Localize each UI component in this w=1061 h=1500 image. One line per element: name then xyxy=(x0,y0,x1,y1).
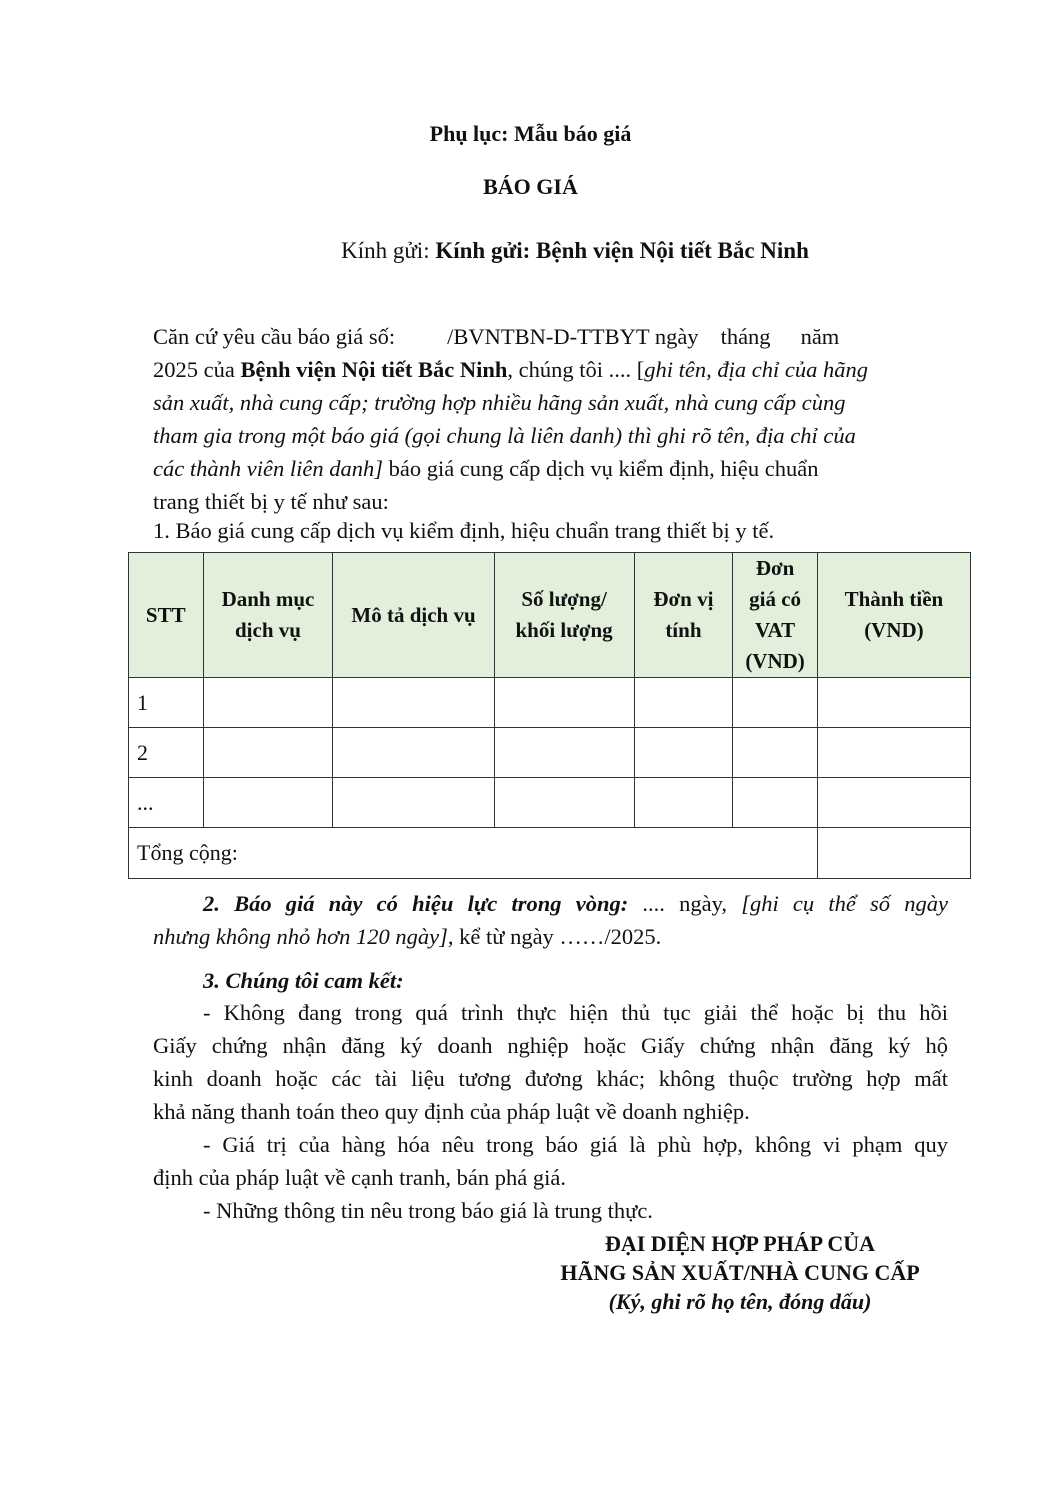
intro-text: báo giá cung cấp dịch vụ kiểm định, hiệu chuẩn xyxy=(382,456,819,481)
year-label: năm xyxy=(800,324,840,349)
hospital-name: Bệnh viện Nội tiết Bắc Ninh xyxy=(240,357,508,382)
table-row xyxy=(129,778,971,828)
document-title: BÁO GIÁ xyxy=(483,174,578,199)
cell-unit[interactable] xyxy=(634,728,733,778)
table-header-row xyxy=(129,553,971,678)
cell-stt: ... xyxy=(129,778,204,828)
appendix-title: Phụ lục: Mẫu báo giá xyxy=(429,121,632,146)
commitment-item-line: định của pháp luật về cạnh tranh, bán phá giá. xyxy=(153,1165,566,1190)
intro-text: 2025 của xyxy=(153,357,241,382)
cell-total-amount[interactable] xyxy=(817,828,970,879)
month-label: tháng xyxy=(720,324,771,349)
signature-block xyxy=(500,1229,980,1316)
cell-quantity[interactable] xyxy=(494,778,634,828)
recipient-name: Kính gửi: Bệnh viện Nội tiết Bắc Ninh xyxy=(435,238,809,263)
intro-text: , chúng tôi .... [ xyxy=(507,357,645,382)
signature-hint: (Ký, ghi rõ họ tên, đóng dấu) xyxy=(608,1289,872,1314)
validity-heading: 2. Báo giá này có hiệu lực trong vòng: xyxy=(203,891,629,916)
column-header-service-category: Danh mục dịch vụ xyxy=(203,553,333,678)
cell-service-description[interactable] xyxy=(333,678,494,728)
column-header-unit: Đơn vị tính xyxy=(634,553,733,678)
cell-service-category[interactable] xyxy=(203,778,333,828)
cell-amount[interactable] xyxy=(817,778,970,828)
validity-text: , kể từ ngày ……/2025. xyxy=(447,924,662,949)
column-header-quantity: Số lượng/ khối lượng xyxy=(494,553,634,678)
cell-amount[interactable] xyxy=(817,678,970,728)
commitment-item-line: - Không đang trong quá trình thực hiện thủ tục giải thể hoặc bị thu hồi xyxy=(203,1000,948,1025)
instruction-text: nhưng không nhỏ hơn 120 ngày] xyxy=(153,924,448,949)
cell-unit[interactable] xyxy=(634,778,733,828)
commitment-item-line: kinh doanh hoặc các tài liệu tương đương khác; không thuộc trường hợp mất xyxy=(153,1066,948,1091)
validity-line xyxy=(153,920,948,953)
total-label: Tổng cộng: xyxy=(129,828,818,879)
cell-amount[interactable] xyxy=(817,728,970,778)
commitments-list xyxy=(153,996,948,1227)
table-row xyxy=(129,678,971,728)
table-total-row xyxy=(129,828,971,879)
intro-line xyxy=(153,452,953,485)
instruction-text: ghi tên, địa chỉ của hãng xyxy=(644,357,868,382)
validity-paragraph xyxy=(153,887,948,953)
quote-table xyxy=(128,552,971,879)
intro-paragraph xyxy=(153,320,953,518)
intro-text: trang thiết bị y tế như sau: xyxy=(153,489,389,514)
recipient-line xyxy=(0,238,1061,264)
cell-unit[interactable] xyxy=(634,678,733,728)
cell-unit-price[interactable] xyxy=(733,778,818,828)
cell-service-description[interactable] xyxy=(333,778,494,828)
cell-service-description[interactable] xyxy=(333,728,494,778)
cell-unit-price[interactable] xyxy=(733,728,818,778)
column-header-unit-price: Đơn giá có VAT (VND) xyxy=(733,553,818,678)
column-header-stt: STT xyxy=(129,553,204,678)
column-header-amount: Thành tiền (VND) xyxy=(817,553,970,678)
cell-unit-price[interactable] xyxy=(733,678,818,728)
table-row xyxy=(129,728,971,778)
cell-stt: 1 xyxy=(129,678,204,728)
commitment-item-line: - Những thông tin nêu trong báo giá là trung thực. xyxy=(203,1198,653,1223)
instruction-text: sản xuất, nhà cung cấp; trường hợp nhiều hãng sản xuất, nhà cung cấp cùng xyxy=(153,390,846,415)
intro-line xyxy=(153,320,953,353)
section-1-heading: 1. Báo giá cung cấp dịch vụ kiểm định, hiệu chuẩn trang thiết bị y tế. xyxy=(153,518,775,543)
intro-line xyxy=(153,353,953,386)
request-ref-code: /BVNTBN-D-TTBYT ngày xyxy=(447,324,699,349)
commitments-heading: 3. Chúng tôi cam kết: xyxy=(203,968,404,993)
column-header-service-description: Mô tả dịch vụ xyxy=(333,553,494,678)
signature-role-line: ĐẠI DIỆN HỢP PHÁP CỦA xyxy=(604,1231,876,1256)
cell-service-category[interactable] xyxy=(203,678,333,728)
commitment-item-line: khả năng thanh toán theo quy định của pháp luật về doanh nghiệp. xyxy=(153,1099,750,1124)
instruction-text: các thành viên liên danh] xyxy=(153,456,383,481)
cell-service-category[interactable] xyxy=(203,728,333,778)
validity-text: .... ngày, xyxy=(628,891,742,916)
commitment-item-line: - Giá trị của hàng hóa nêu trong báo giá là phù hợp, không vi phạm quy xyxy=(203,1132,948,1157)
commitment-item-line: Giấy chứng nhận đăng ký doanh nghiệp hoặc Giấy chứng nhận đăng ký hộ xyxy=(153,1033,948,1058)
instruction-text: [ghi cụ thể số ngày xyxy=(741,891,948,916)
validity-line xyxy=(153,887,948,920)
cell-quantity[interactable] xyxy=(494,728,634,778)
signature-role-line: HÃNG SẢN XUẤT/NHÀ CUNG CẤP xyxy=(560,1260,920,1285)
request-ref-label: Căn cứ yêu cầu báo giá số: xyxy=(153,324,396,349)
cell-stt: 2 xyxy=(129,728,204,778)
instruction-text: tham gia trong một báo giá (gọi chung là liên danh) thì ghi rõ tên, địa chỉ của xyxy=(153,423,856,448)
recipient-prefix: Kính gửi: xyxy=(341,238,436,263)
cell-quantity[interactable] xyxy=(494,678,634,728)
